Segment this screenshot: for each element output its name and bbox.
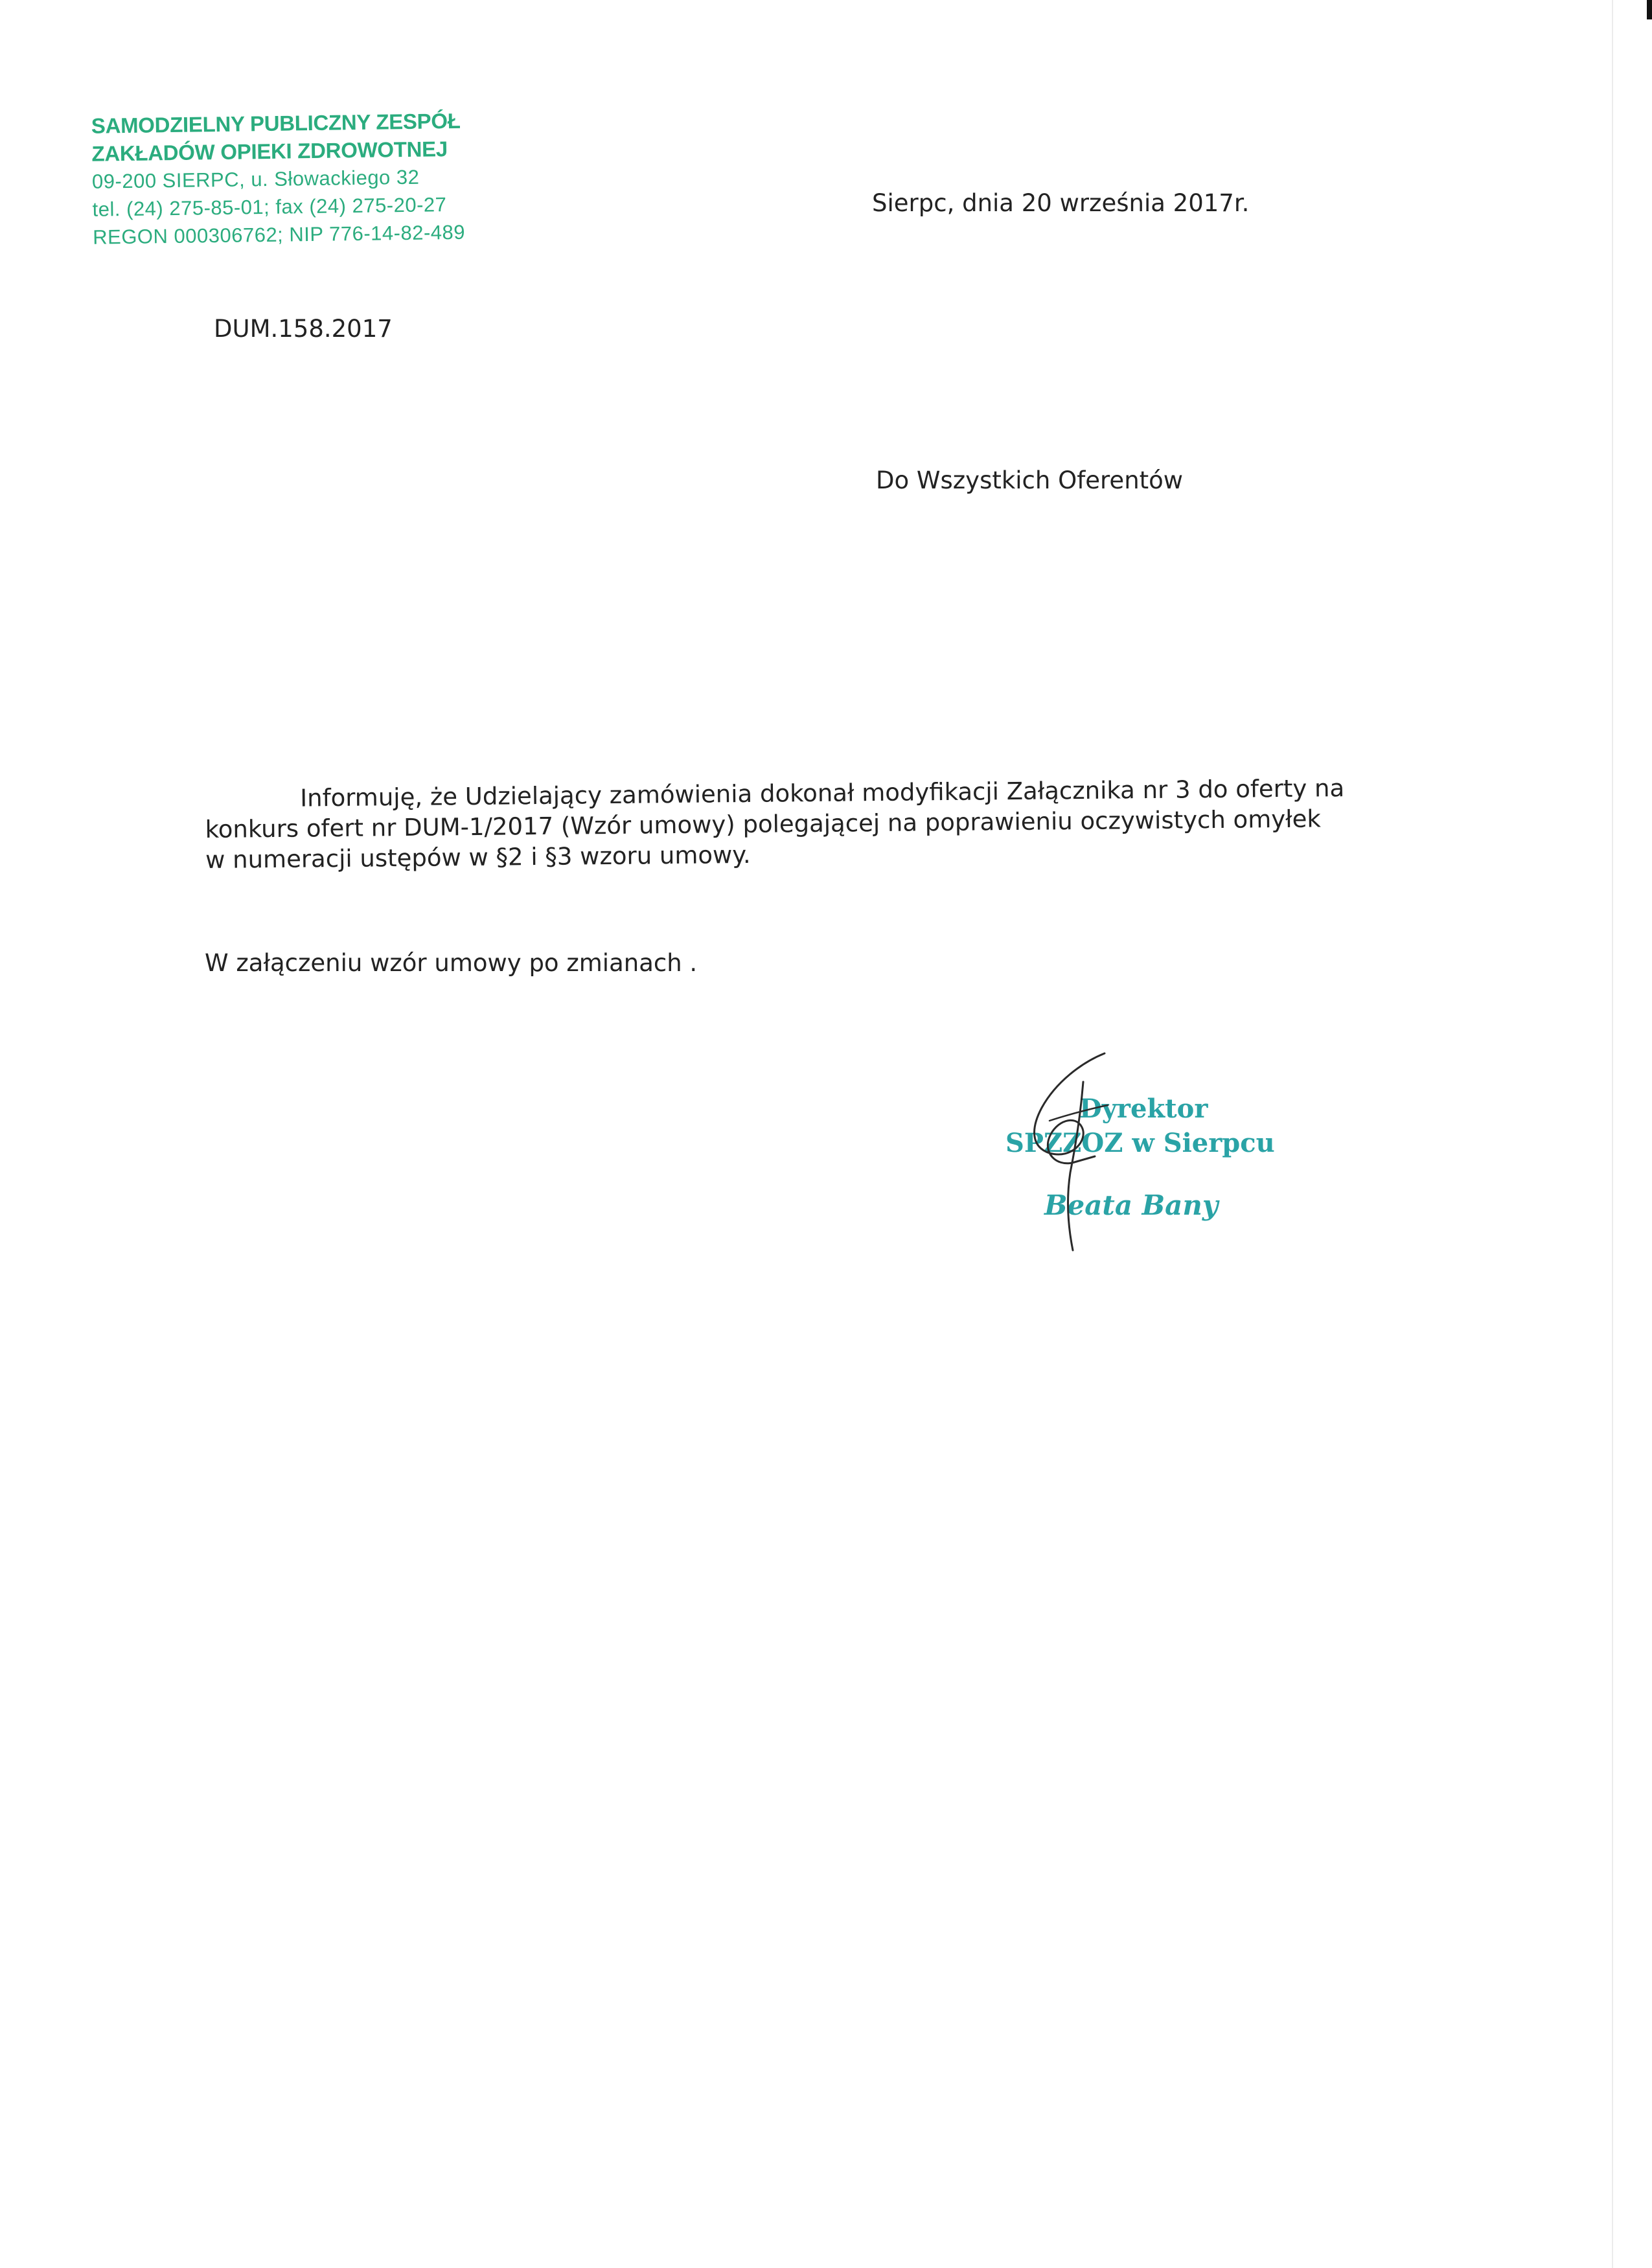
stamp-line-5: REGON 000306762; NIP 776-14-82-489 <box>92 220 466 249</box>
handwritten-signature <box>1011 1043 1127 1257</box>
signature-name: Beata Bany <box>1044 1189 1219 1221</box>
stamp-line-3: 09-200 SIERPC, u. Słowackiego 32 <box>91 165 420 193</box>
body-line-2: konkurs ofert nr DUM-1/2017 (Wzór umowy) polegającej na poprawieniu oczywistych omyłek <box>205 805 1322 843</box>
company-stamp <box>91 106 534 251</box>
signature-title: Dyrektor <box>1079 1094 1208 1124</box>
stamp-line-2: ZAKŁADÓW OPIEKI ZDROWOTNEJ <box>91 137 448 166</box>
body-paragraph <box>205 773 1345 875</box>
scan-edge-line <box>1612 0 1613 2268</box>
scan-edge-mark <box>1647 0 1652 19</box>
stamp-line-4: tel. (24) 275-85-01; fax (24) 275-20-27 <box>92 193 447 221</box>
recipient: Do Wszystkich Oferentów <box>876 466 1184 494</box>
signature-organization: SPZZOZ w Sierpcu <box>1005 1128 1275 1158</box>
stamp-line-1: SAMODZIELNY PUBLICZNY ZESPÓŁ <box>91 108 461 138</box>
body-line-3: w numeracji ustępów w §2 i §3 wzoru umowy. <box>205 840 751 874</box>
place-date: Sierpc, dnia 20 września 2017r. <box>872 189 1250 217</box>
reference-number: DUM.158.2017 <box>214 315 393 343</box>
body-line-1: Informuję, że Udzielający zamówienia dokonał modyfikacji Załącznika nr 3 do oferty na <box>300 774 1345 812</box>
attachment-note: W załączeniu wzór umowy po zmianach . <box>205 949 698 977</box>
